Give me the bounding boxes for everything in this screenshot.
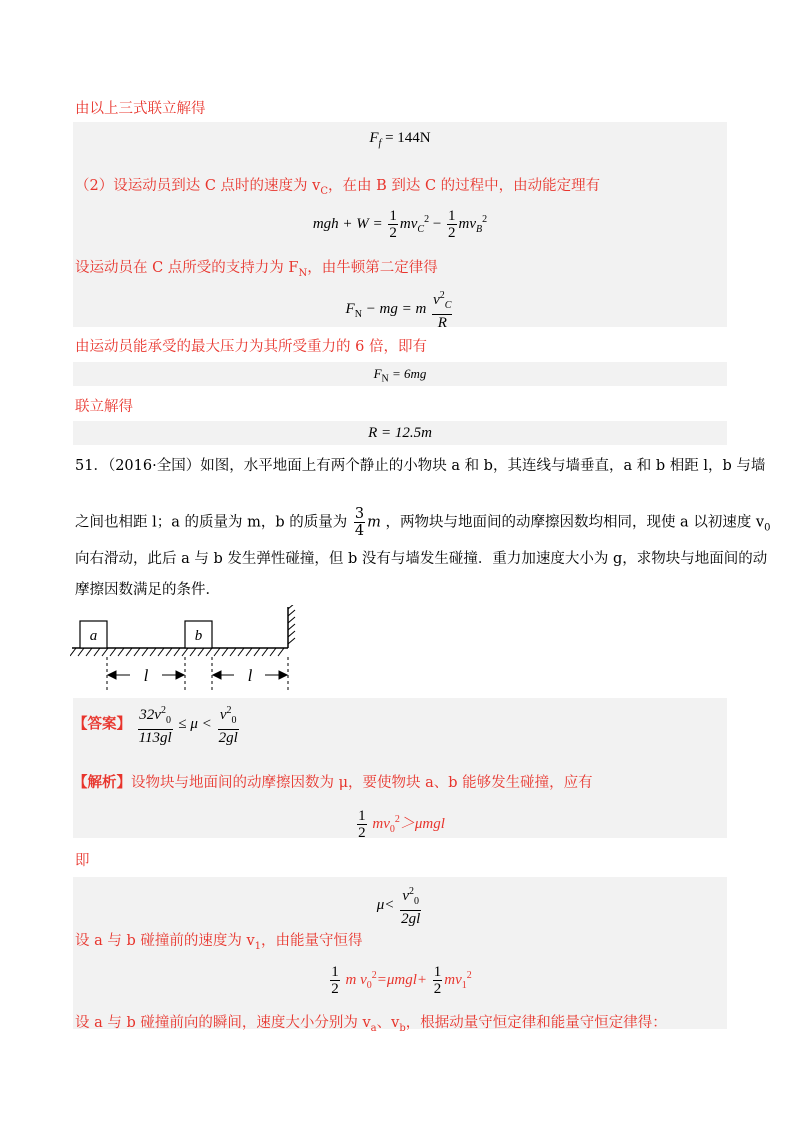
equation-newton: $F_N$ − mg = m $\frac{v^2_C}{R}$ [345,290,452,331]
question-line-4: 摩擦因数满足的条件． [75,582,220,598]
wall-hatching [288,605,295,644]
distance-label-1: l [143,666,149,685]
question-line-2: 之间也相距 l；a 的质量为 m，b 的质量为 $\frac{3}{4}$ m ，两物块与地面间的动摩擦因数均相同，现使 a 以初速度 $v_0$ [75,506,771,539]
last-line: 设 a 与 b 碰撞前向的瞬间，速度大小分别为 $v_a$、$v_b$，根据动量守恒定律和能量守恒定律得： [75,1015,667,1034]
distance-guides [107,657,288,690]
equation-energy: mgh + W = $\frac{1}{2}$ $mv_C^2$ − $\frac{1}{2}$ $mv_B^2$ [312,208,488,241]
part2-text: （2）设运动员到达 C 点时的速度为 $v_C$，在由 B 到达 C 的过程中，由动能定理有 [75,178,601,197]
equation-energy-2: $\frac{1}{2}$ m $v_0^2=\mu mgl+$ $\frac{1}{2}$ $mv_1^2$ [331,964,472,997]
distance-label-2: l [247,666,253,685]
equation-r: R = 12.5m [73,421,727,445]
blocks-diagram [70,605,300,695]
equation-fn: $F_N = 6mg$ [73,362,727,386]
analysis-line: 【解析】设物块与地面间的动摩擦因数为 μ，要使物块 a、b 能够发生碰撞，应有 [73,774,593,791]
max-force-text: 由运动员能承受的最大压力为其所受重力的 6 倍，即有 [75,339,427,355]
combine-text: 由以上三式联立解得 [75,101,206,117]
block-a-label: a [89,628,98,644]
support-text: 设运动员在 C 点所受的支持力为 $F_N$，由牛顿第二定律得 [75,260,438,279]
v1-text: 设 a 与 b 碰撞前的速度为 $v_1$，由能量守恒得 [75,933,363,952]
question-line-1: 51．（2016·全国）如图，水平地面上有两个静止的小物块 a 和 b，其连线与墙垂直，a 和 b 相距 l，b 与墙 [75,458,766,474]
answer-line: 【答案】 $\frac{32v^2_0}{113gl}$ ≤ μ < $\frac{v^2_0}{2gl}$ [73,705,238,746]
equation-ff: $F_f = 144N$ [369,130,431,149]
combine2-text: 联立解得 [75,399,133,415]
ground-hatching [70,648,284,656]
question-line-3: 向右滑动，此后 a 与 b 发生弹性碰撞，但 b 没有与墙发生碰撞．重力加速度大小为 g，求物块与地面间的动 [75,551,768,567]
equation-analysis-1: $\frac{1}{2}$ $mv_0^2>\mu mgl$ [358,808,445,841]
ji-text: 即 [75,853,90,869]
block-b-label: b [194,628,203,644]
equation-mu: μ< $\frac{v^2_0}{2gl}$ [376,886,421,927]
